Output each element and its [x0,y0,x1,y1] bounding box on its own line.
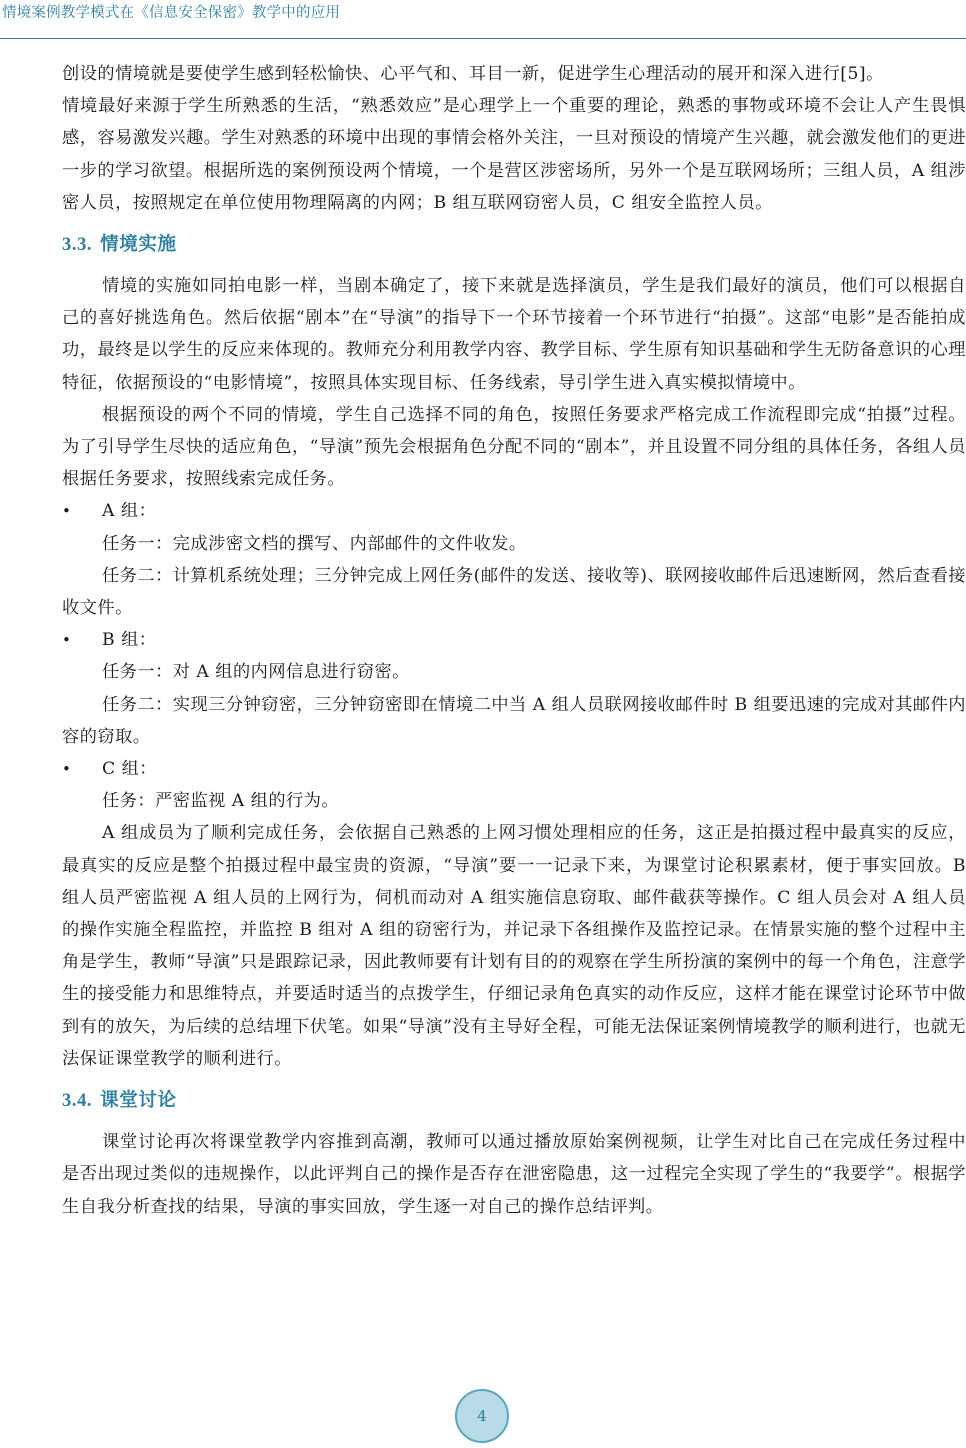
paragraph: 情境的实施如同拍电影一样，当剧本确定了，接下来就是选择演员，学生是我们最好的演员，他们可以根据自己的喜好挑选角色。然后依据“剧本”在“导演”的指导下一个环节接着一个环节进行“拍摄”。这部“电影”是否能拍成功，最终是以学生的反应来体现的。教师充分利用教学内容、教学目标、学生原有知识基础和学生无防备意识的心理特征，依据预设的“电影情境”，按照具体实现目标、任务线索，导引学生进入真实模拟情境中。 [62,276,966,393]
bullet-item-group-c [62,753,966,785]
paragraph-continued: 创设的情境就是要使学生感到轻松愉快、心平气和、耳目一新，促进学生心理活动的展开和深入进行[5]。 [62,64,884,84]
bullet-icon: • [62,631,72,650]
section-heading-3-3 [62,232,966,258]
bullet-item-group-a [62,495,966,527]
paragraph: 情境最好来源于学生所熟悉的生活，“熟悉效应”是心理学上一个重要的理论，熟悉的事物或环境不会让人产生畏惧感，容易激发兴趣。学生对熟悉的环境中出现的事情会格外关注，一旦对预设的情境产生兴趣，就会激发他们的更进一步的学习欲望。根据所选的案例预设两个情境，一个是营区涉密场所，另外一个是互联网场所；三组人员，A 组涉密人员，按照规定在单位使用物理隔离的内网；B 组互联网窃密人员，C 组安全监控人员。 [62,96,966,213]
bullet-label: C 组： [102,759,157,780]
section-title: 情境实施 [100,234,177,256]
page-number-badge: 4 [455,1389,509,1443]
running-header [0,0,966,39]
section-title: 课堂讨论 [100,1090,177,1112]
bullet-icon: • [62,502,72,521]
paragraph: A 组成员为了顺利完成任务，会依据自己熟悉的上网习惯处理相应的任务，这正是拍摄过程中最真实的反应，最真实的反应是整个拍摄过程中最宝贵的资源，“导演”要一一记录下来，为课堂讨论积累素材，便于事实回放。B 组人员严密监视 A 组人员的上网行为，伺机而动对 A 组实施信息窃取、邮件截获等操作。C 组人员会对 A 组人员的操作实施全程监控，并监控 B 组对 A 组的窃密行为，并记录下各组操作及监控记录。在情景实施的整个过程中主角是学生，教师“导演”只是跟踪记录，因此教师要有计划有目的的观察在学生所扮演的案例中的每一个角色，注意学生的接受能力和思维特点，并要适时适当的点拨学生，仔细记录角色真实的动作反应，这样才能在课堂讨论环节中做到有的放矢，为后续的总结埋下伏笔。如果“导演”没有主导好全程，可能无法保证案例情境教学的顺利进行，也就无法保证课堂教学的顺利进行。 [62,823,966,1069]
paragraph: 课堂讨论再次将课堂教学内容推到高潮，教师可以通过播放原始案例视频，让学生对比自己在完成任务过程中是否出现过类似的违规操作，以此评判自己的操作是否存在泄密隐患，这一过程完全实现了学生的“我要学”。根据学生自我分析查找的结果，导演的事实回放，学生逐一对自己的操作总结评判。 [62,1132,966,1217]
section-number: 3.3. [62,235,93,256]
section-heading-3-4 [62,1088,966,1114]
task-line: 任务一：对 A 组的内网信息进行窃密。 [102,662,410,683]
paragraph: 根据预设的两个不同的情境，学生自己选择不同的角色，按照任务要求严格完成工作流程即完成“拍摄”过程。为了引导学生尽快的适应角色，“导演”预先会根据角色分配不同的“剧本”，并且设置不同分组的具体任务，各组人员根据任务要求，按照线索完成任务。 [62,404,966,490]
task-line: 任务二：计算机系统处理；三分钟完成上网任务(邮件的发送、接收等)、联网接收邮件后迅速断网，然后查看接收文件。 [62,565,966,619]
section-number: 3.4. [62,1091,93,1112]
bullet-label: A 组： [102,501,157,522]
running-header-title: 情境案例教学模式在《信息安全保密》教学中的应用 [2,5,341,21]
bullet-icon: • [62,760,72,779]
task-line: 任务一：完成涉密文档的撰写、内部邮件的文件收发。 [102,533,527,554]
article-body [62,58,966,1223]
bullet-label: B 组： [102,630,157,651]
task-line: 任务二：实现三分钟窃密，三分钟窃密即在情境二中当 A 组人员联网接收邮件时 B 组要迅速的完成对其邮件内容的窃取。 [62,694,966,747]
task-line: 任务：严密监视 A 组的行为。 [102,791,340,812]
bullet-item-group-b [62,624,966,656]
